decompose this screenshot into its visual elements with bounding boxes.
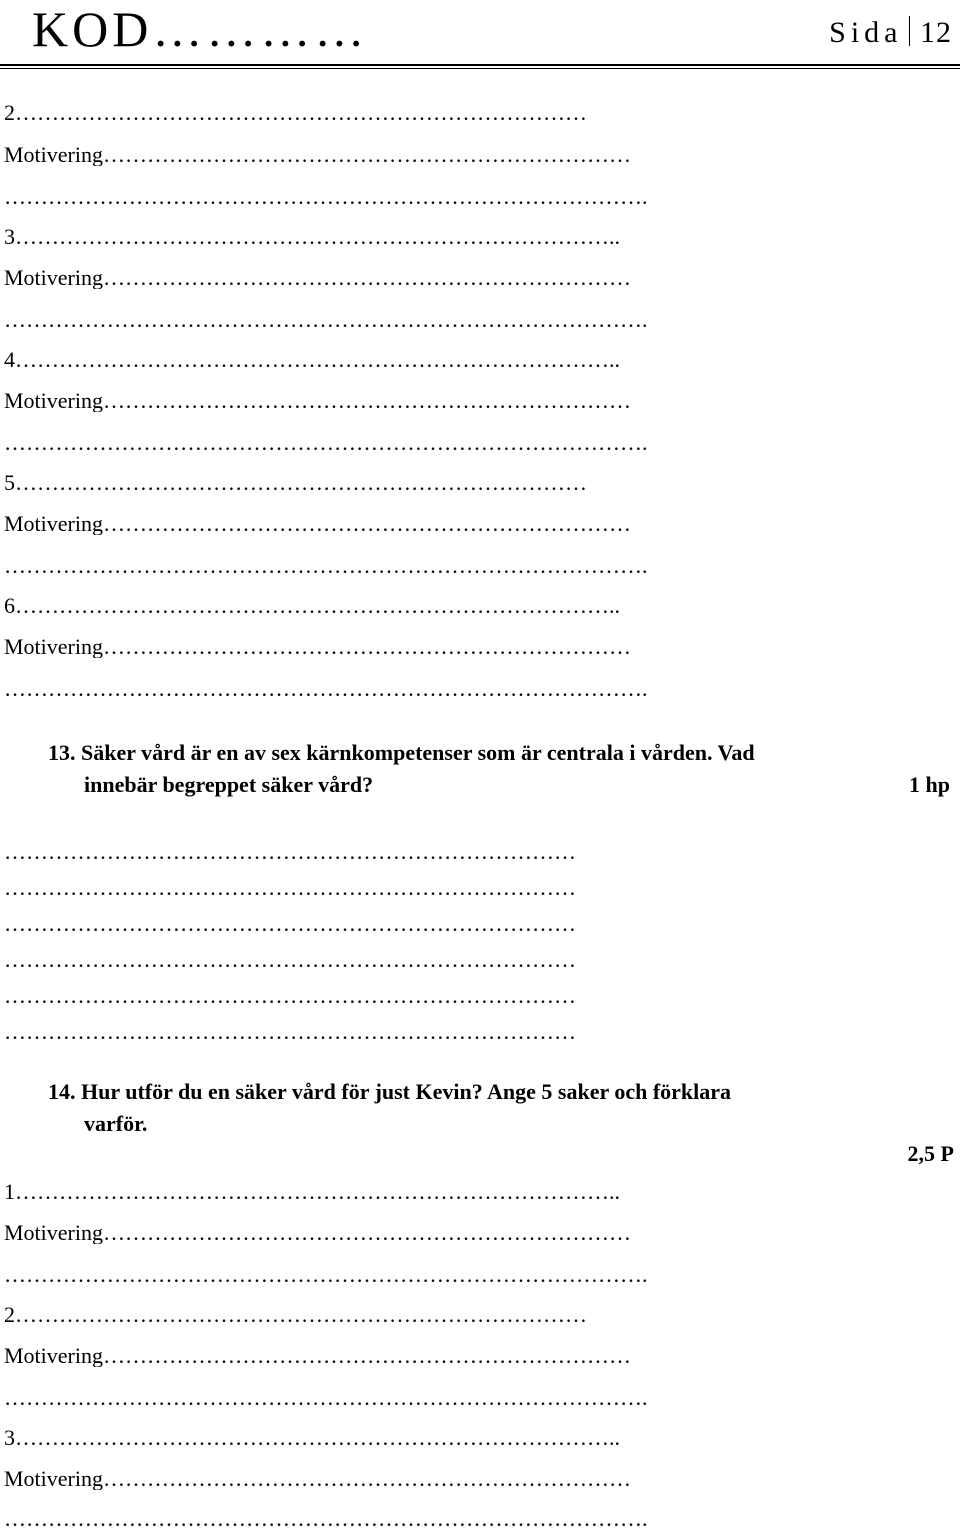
answer-line-13[interactable]: ……………………………………………………………………	[4, 841, 576, 863]
answer-line-item-1[interactable]: 1………………………………………………………………………..	[4, 1181, 620, 1203]
question-13-number: 13.	[48, 740, 76, 765]
answer-line-item-6[interactable]: 6………………………………………………………………………..	[4, 595, 620, 617]
motivation-line-3[interactable]: Motivering………………………………………………………………	[4, 1468, 631, 1490]
question-14-number: 14.	[48, 1079, 76, 1104]
answer-line-item-2[interactable]: 2……………………………………………………………………	[4, 1304, 587, 1326]
continuation-line-5[interactable]: …………………………………………………………………………….	[4, 555, 648, 577]
answer-line-item-4[interactable]: 4………………………………………………………………………..	[4, 349, 620, 371]
answer-line-13[interactable]: ……………………………………………………………………	[4, 1021, 576, 1043]
answer-line-item-3[interactable]: 3………………………………………………………………………..	[4, 1427, 620, 1449]
page-number: 12	[920, 16, 952, 49]
answer-line-13[interactable]: ……………………………………………………………………	[4, 877, 576, 899]
motivation-line-5[interactable]: Motivering………………………………………………………………	[4, 513, 631, 535]
motivation-line-2[interactable]: Motivering………………………………………………………………	[4, 1345, 631, 1367]
answer-line-13[interactable]: ……………………………………………………………………	[4, 913, 576, 935]
question-13-points: 1 hp	[909, 772, 950, 797]
question-14-line1: 14. Hur utför du en säker vård för just Kevin? Ange 5 saker och förklara	[48, 1079, 732, 1104]
page-label: Sida	[829, 16, 903, 49]
motivation-line-6[interactable]: Motivering………………………………………………………………	[4, 636, 631, 658]
header-rule-thin	[0, 68, 960, 69]
answer-line-item-3[interactable]: 3………………………………………………………………………..	[4, 226, 620, 248]
answer-line-item-2[interactable]: 2……………………………………………………………………	[4, 102, 587, 124]
question-13-line1: 13. Säker vård är en av sex kärnkompetenser som är centrala i vården. Vad	[48, 740, 755, 765]
continuation-line-1[interactable]: …………………………………………………………………………….	[4, 1264, 648, 1286]
motivation-line-3[interactable]: Motivering………………………………………………………………	[4, 267, 631, 289]
answer-line-item-5[interactable]: 5……………………………………………………………………	[4, 472, 587, 494]
answer-line-13[interactable]: ……………………………………………………………………	[4, 949, 576, 971]
continuation-line-3[interactable]: …………………………………………………………………………….	[4, 1508, 648, 1530]
question-13	[48, 737, 928, 801]
continuation-line-3[interactable]: …………………………………………………………………………….	[4, 309, 648, 331]
answer-line-13[interactable]: ……………………………………………………………………	[4, 985, 576, 1007]
question-13-line2: innebär begreppet säker vård?	[84, 772, 374, 797]
question-14-line2: varför.	[84, 1111, 148, 1136]
motivation-line-1[interactable]: Motivering………………………………………………………………	[4, 1222, 631, 1244]
continuation-line-4[interactable]: …………………………………………………………………………….	[4, 432, 648, 454]
continuation-line-6[interactable]: …………………………………………………………………………….	[4, 678, 648, 700]
header-rule	[0, 64, 960, 66]
continuation-line-2[interactable]: …………………………………………………………………………….	[4, 1387, 648, 1409]
question-14-points: 2,5 P	[907, 1141, 954, 1166]
motivation-line-2[interactable]: Motivering………………………………………………………………	[4, 144, 631, 166]
page-indicator	[829, 16, 952, 48]
continuation-line-2[interactable]: …………………………………………………………………………….	[4, 186, 648, 208]
question-14	[48, 1076, 948, 1140]
page-separator	[909, 16, 911, 46]
motivation-line-4[interactable]: Motivering………………………………………………………………	[4, 390, 631, 412]
code-label: KOD…………	[32, 1, 369, 57]
